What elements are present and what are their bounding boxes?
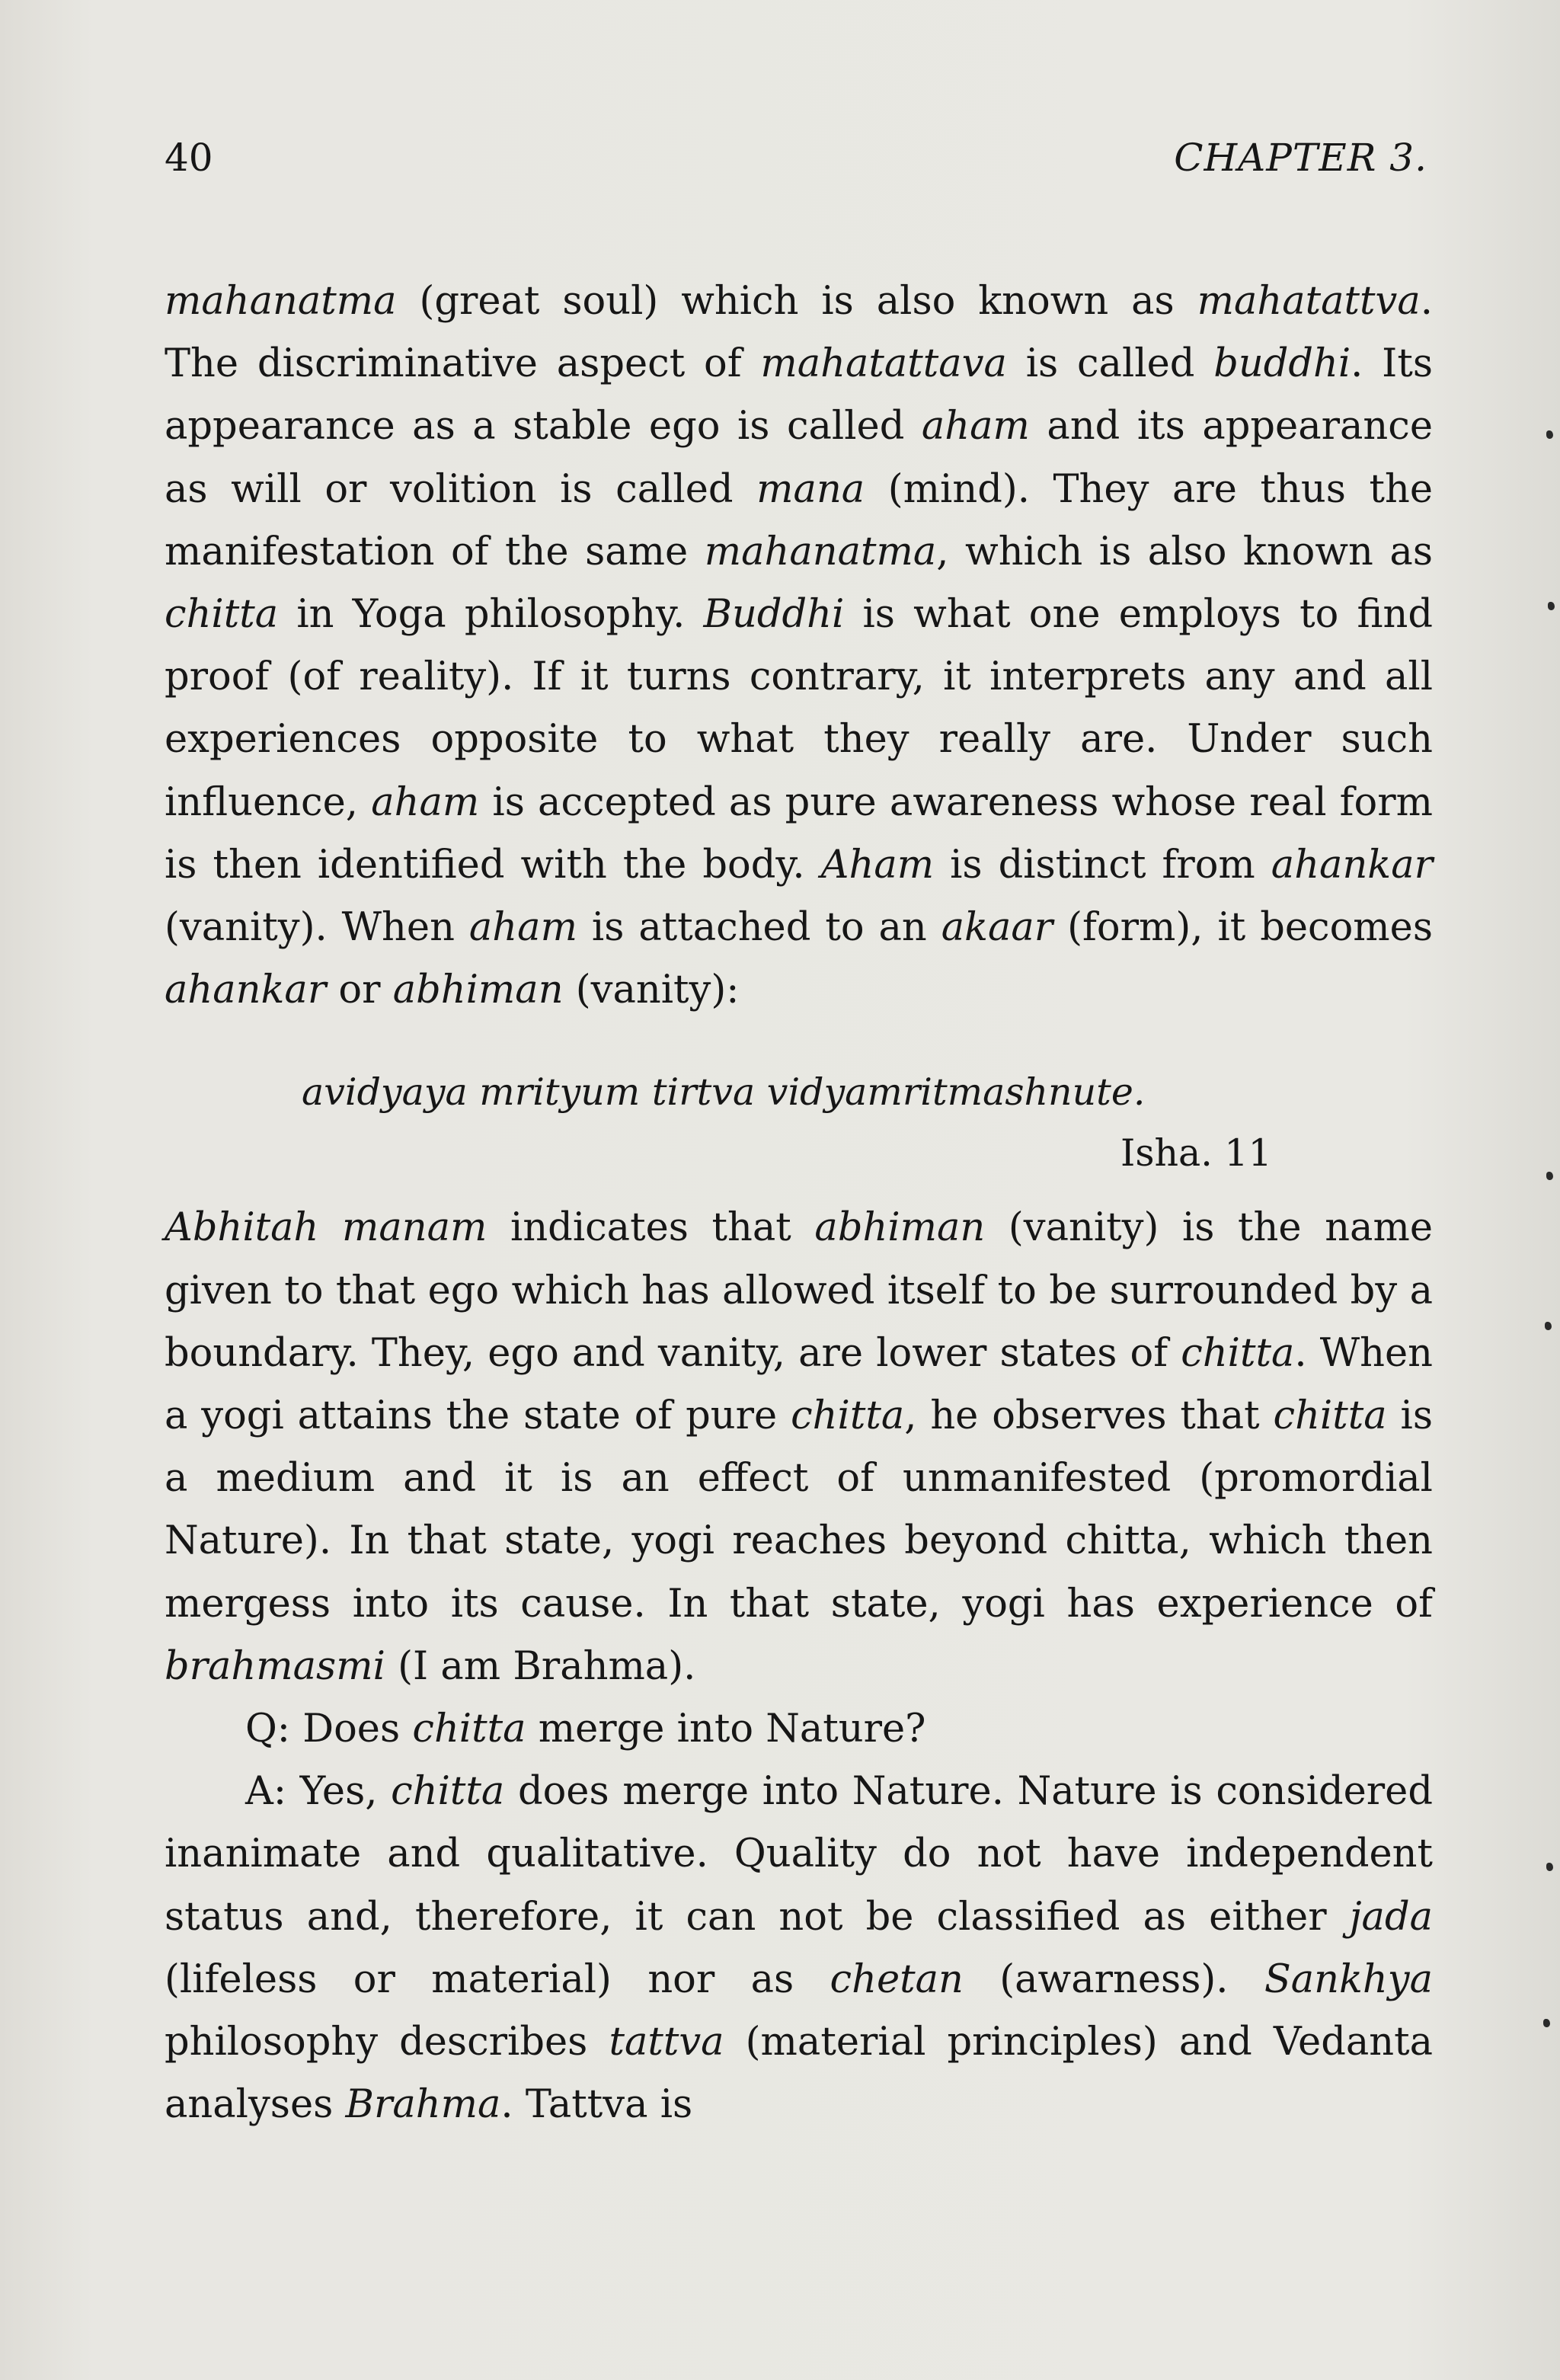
margin-mark	[1548, 602, 1555, 610]
text-run: is called	[1006, 341, 1214, 387]
italic-term: buddhi	[1213, 341, 1351, 387]
text-run: , which is also known as	[936, 529, 1433, 574]
margin-mark	[1543, 2019, 1550, 2027]
verse-quote	[165, 1022, 1433, 1197]
italic-term: tattva	[609, 2020, 724, 2065]
text-run: merge into Nature?	[526, 1707, 926, 1752]
paragraph	[165, 270, 1433, 1022]
text-run: is distinct from	[934, 842, 1271, 888]
text-run: does merge into Nature. Nature is considered inanimate and qualitative. Quality do not have independent status and, therefore, it can not be classified as either	[165, 1769, 1433, 1940]
italic-term: ahankar	[1271, 842, 1433, 888]
italic-term: jada	[1349, 1894, 1433, 1940]
italic-term: aham	[371, 779, 480, 825]
answer-paragraph	[165, 1761, 1433, 2136]
italic-term: chitta	[1181, 1330, 1295, 1376]
verse-line: avidyaya mrityum tirtva vidyamritmashnute.	[302, 1070, 1146, 1115]
italic-term: mana	[756, 466, 865, 512]
text-run: is accepted as pure awareness whose real form is then identified with the body.	[165, 779, 1434, 888]
page-number: 40	[165, 136, 213, 180]
text-run: , he observes that	[904, 1393, 1274, 1439]
running-head	[165, 136, 1427, 197]
text-run: is a medium and it is an effect of unmanifested (promordial Nature). In that state, yogi reaches beyond chitta, which then mergess into its cause. In that state, yogi has experience of	[165, 1393, 1433, 1627]
text-run: A: Yes,	[245, 1769, 392, 1815]
text-run: (vanity):	[563, 968, 740, 1013]
margin-mark	[1546, 1863, 1553, 1871]
text-run: . The discriminative aspect of	[165, 279, 1433, 387]
italic-term: brahmasmi	[165, 1643, 385, 1689]
text-run: or	[326, 968, 393, 1013]
italic-term: Sankhya	[1264, 1956, 1433, 2002]
italic-term: Abhitah manam	[165, 1205, 488, 1251]
italic-term: abhiman	[814, 1205, 986, 1251]
text-run: and its appearance as will or volition is called	[165, 404, 1433, 512]
text-run: in Yoga philosophy.	[278, 592, 704, 638]
italic-term: akaar	[941, 905, 1053, 951]
text-run: Q: Does	[245, 1707, 413, 1752]
text-run: (awarness).	[963, 1956, 1264, 2002]
chapter-label: CHAPTER 3.	[1174, 136, 1427, 180]
italic-term: Buddhi	[703, 592, 845, 638]
italic-term: chitta	[412, 1707, 526, 1752]
text-run: (vanity). When	[165, 905, 469, 951]
text-run: indicates that	[487, 1205, 815, 1251]
italic-term: Aham	[820, 842, 935, 888]
text-run: philosophy describes	[165, 2020, 609, 2065]
italic-term: chitta	[165, 592, 279, 638]
text-run: (vanity) is the name given to that ego which has allowed itself to be surrounded by a boundary. They, ego and vanity, are lower states of	[165, 1205, 1433, 1376]
italic-term: chitta	[391, 1769, 505, 1815]
text-run: (lifeless or material) nor as	[165, 1956, 830, 2002]
question-paragraph	[165, 1698, 1433, 1761]
italic-term: ahankar	[165, 968, 327, 1013]
text-run: (mind). They are thus the manifestation of the same	[165, 466, 1434, 574]
italic-term: aham	[468, 905, 577, 951]
text-run: is attached to an	[577, 905, 941, 951]
italic-term: chitta	[791, 1393, 905, 1439]
body-text	[165, 270, 1433, 2136]
text-run: (form), it becomes	[1053, 905, 1434, 951]
italic-term: mahanatma	[165, 279, 397, 324]
italic-term: chetan	[830, 1956, 964, 2002]
text-run: (great soul) which is also known as	[396, 279, 1197, 324]
italic-term: aham	[921, 404, 1030, 449]
paragraph	[165, 1197, 1433, 1698]
text-run: (I am Brahma).	[385, 1643, 696, 1689]
italic-term: chitta	[1273, 1393, 1387, 1439]
text-run: . When a yogi attains the state of pure	[165, 1330, 1433, 1439]
margin-mark	[1545, 1322, 1552, 1330]
text-run: . Its appearance as a stable ego is called	[165, 341, 1433, 449]
italic-term: mahanatma	[704, 529, 937, 574]
margin-mark	[1546, 1172, 1553, 1180]
text-run: is what one employs to find proof (of reality). If it turns contrary, it interprets any and all experiences opposite to what they really are. Under such influence,	[165, 592, 1433, 825]
italic-term: abhiman	[392, 968, 564, 1013]
italic-term: mahatattava	[760, 341, 1007, 387]
margin-mark	[1546, 430, 1553, 439]
text-run: . Tattva is	[500, 2082, 693, 2128]
italic-term: Brahma	[345, 2082, 501, 2128]
text-run: (material principles) and Vedanta analyses	[165, 2020, 1433, 2128]
italic-term: mahatattva	[1197, 279, 1421, 324]
verse-source: Isha. 11	[1120, 1131, 1272, 1176]
